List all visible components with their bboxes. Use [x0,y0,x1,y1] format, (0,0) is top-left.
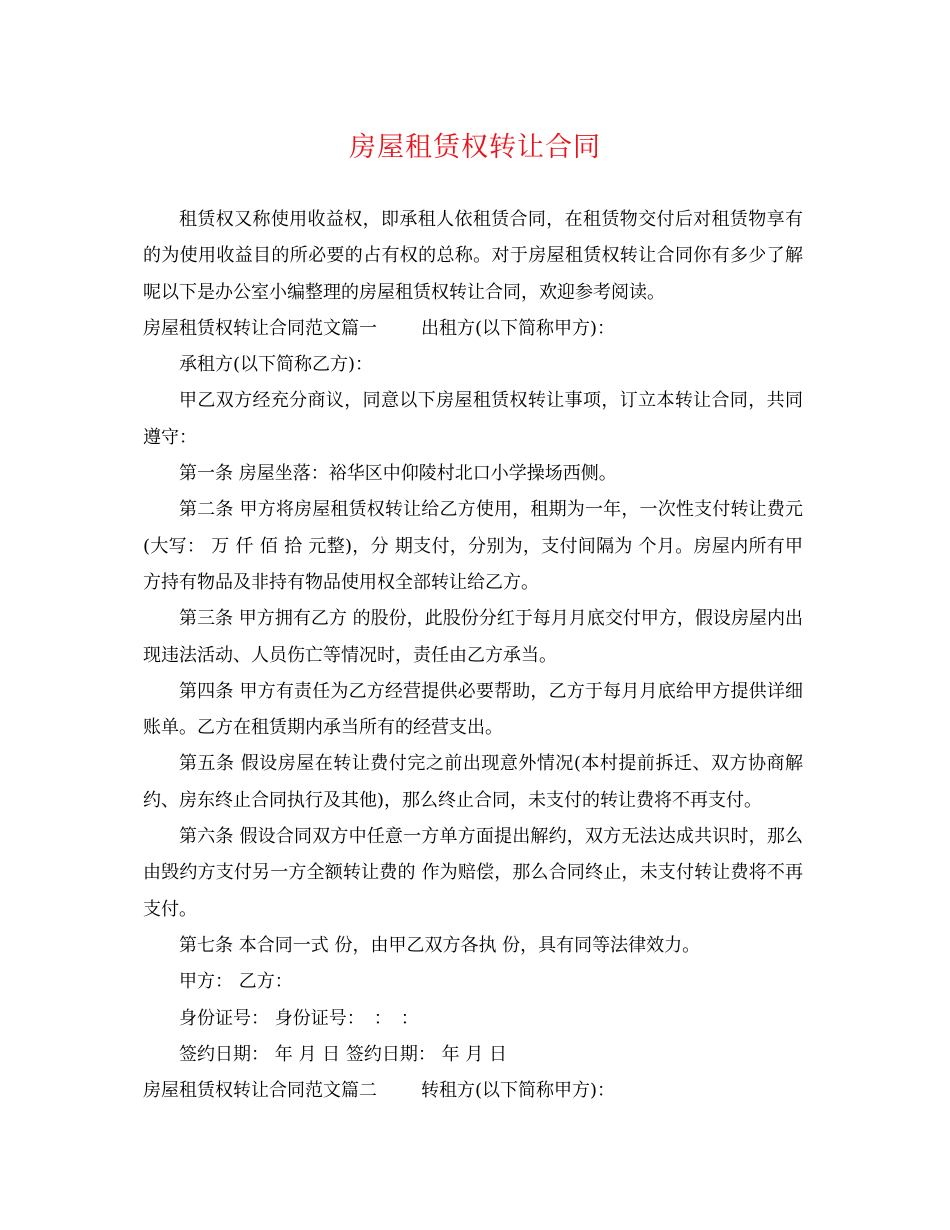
section-1-line [143,311,803,347]
document-body [143,202,803,1109]
article-7: 第七条 本合同一式 份，由甲乙双方各执 份，具有同等法律效力。 [179,934,701,956]
sublessor-label: 转租方(以下简称甲方)： [421,1080,616,1102]
lessee-label: 承租方(以下简称乙方)： [179,354,374,376]
sign-dates: 签约日期： 年 月 日 签约日期： 年 月 日 [179,1043,508,1065]
section-1-heading: 房屋租赁权转让合同范文篇一 [143,317,377,339]
article-5: 第五条 假设房屋在转让费付完之前出现意外情况(本村提前拆迁、双方协商解约、房东终止合同执行及其他)，那么终止合同，未支付的转让费将不再支付。 [143,753,803,811]
agreement-paragraph: 甲乙双方经充分商议，同意以下房屋租赁权转让事项，订立本转让合同，共同遵守： [143,390,803,448]
signature-parties: 甲方： 乙方： [179,971,293,993]
lessor-label: 出租方(以下简称甲方)： [421,317,616,339]
section-2-line [143,1073,803,1109]
article-3: 第三条 甲方拥有乙方 的股份，此股份分红于每月月底交付甲方，假设房屋内出现违法活动、人员伤亡等情况时，责任由乙方承当。 [143,608,803,666]
id-numbers: 身份证号： 身份证号： ： ： [179,1007,419,1029]
article-4: 第四条 甲方有责任为乙方经营提供必要帮助，乙方于每月月底给甲方提供详细账单。乙方在租赁期内承当所有的经营支出。 [143,680,803,739]
section-2-heading: 房屋租赁权转让合同范文篇二 [143,1080,377,1102]
intro-paragraph: 租赁权又称使用收益权，即承租人依租赁合同，在租赁物交付后对租赁物享有的为使用收益目的所必要的占有权的总称。对于房屋租赁权转让合同你有多少了解呢以下是办公室小编整理的房屋租赁权转让合同，欢迎参考阅读。 [143,209,803,303]
article-1: 第一条 房屋坐落：裕华区中仰陵村北口小学操场西侧。 [179,463,617,485]
article-6: 第六条 假设合同双方中任意一方单方面提出解约，双方无法达成共识时，那么由毁约方支付另一方全额转让费的 作为赔偿，那么合同终止，未支付转让费将不再支付。 [143,826,803,920]
article-2: 第二条 甲方将房屋租赁权转让给乙方使用，租期为一年，一次性支付转让费元(大写： 万 仟 佰 拾 元整)，分 期支付，分别为，支付间隔为 个月。房屋内所有甲方持有物品及非持有物品使用权全部转让给乙方。 [143,499,803,593]
document-title: 房屋租赁权转让合同 [349,132,601,163]
